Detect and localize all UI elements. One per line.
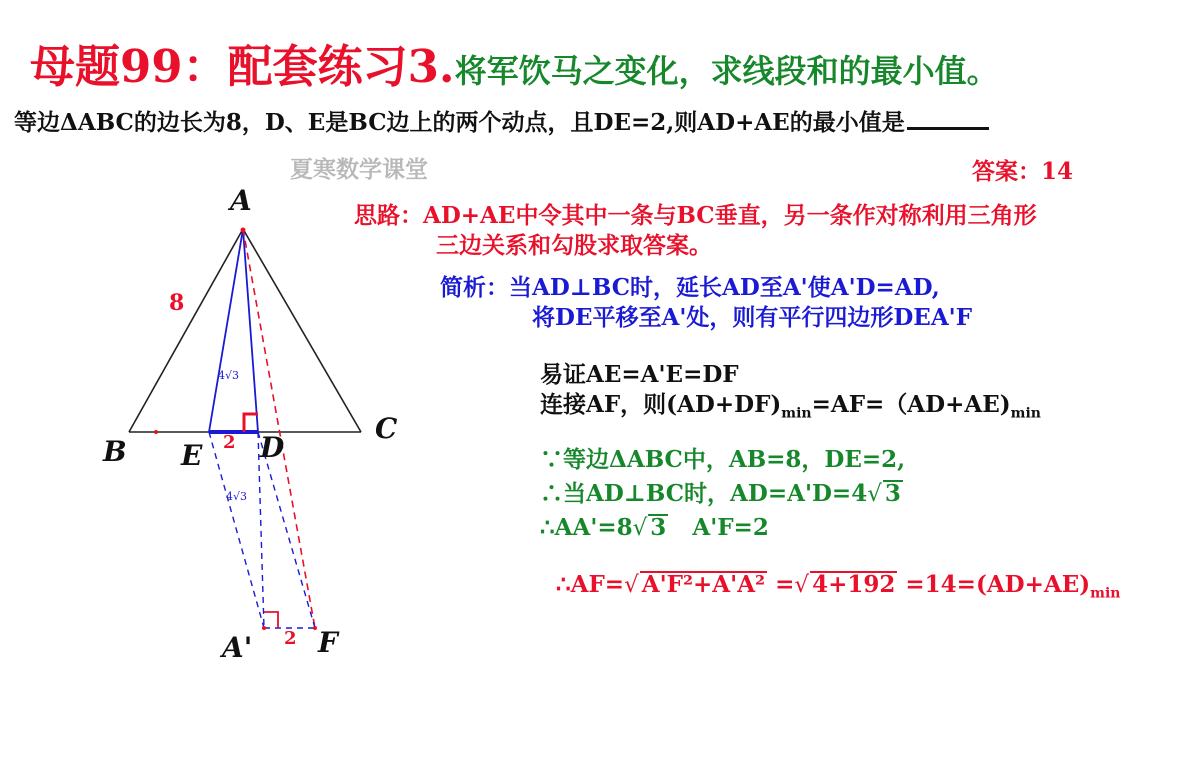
point-a2-icon (262, 626, 266, 630)
label-a: A (230, 184, 252, 217)
proof-sub-2: min (1010, 405, 1041, 422)
final-eq: = (775, 571, 795, 598)
segment-ad (243, 229, 258, 432)
proof-sub-1: min (781, 405, 812, 422)
label-a-prime: A' (222, 631, 253, 664)
segment-ea2 (209, 432, 264, 628)
point-a-icon (241, 228, 246, 233)
right-angle-icon (264, 612, 278, 628)
sqrt-icon: √ (632, 515, 648, 541)
step-3-root: 3 (650, 514, 667, 541)
right-angle-icon (244, 414, 258, 432)
hint-line-2: 三边关系和勾股求取答案。 (436, 232, 712, 259)
final-sub: min (1090, 585, 1121, 602)
label-d: D (260, 431, 285, 464)
label-a2f-length: 2 (284, 628, 297, 649)
title-main: 母题99：配套练习3. (30, 40, 455, 93)
final-b: =14=(AD+AE) (905, 571, 1091, 598)
point-f-icon (313, 626, 317, 630)
label-ad-length: 4√3 (218, 369, 240, 382)
label-side-length: 8 (169, 290, 185, 316)
step-3-text: ∴AA'=8 (540, 514, 633, 541)
sqrt-icon: √ (867, 481, 882, 507)
step-2-text: ∴当AD⊥BC时，AD=A'D=4 (540, 480, 868, 507)
label-da2-length: 4√3 (226, 490, 248, 503)
analysis-line-2: 将DE平移至A'处，则有平行四边形DEA'F (532, 304, 973, 331)
final-a: ∴AF= (556, 571, 625, 598)
step-1: ∵等边ΔABC中，AB=8，DE=2, (540, 446, 906, 473)
step-3-af: A'F=2 (692, 514, 769, 541)
watermark: 夏寒数学课堂 (290, 156, 428, 183)
label-b: B (103, 435, 127, 468)
label-f: F (318, 626, 338, 659)
problem-text: 等边ΔABC的边长为8，D、E是BC边上的两个动点，且DE=2,则AD+AE的最小值是 (14, 109, 905, 136)
hint-line-1: 思路：AD+AE中令其中一条与BC垂直，另一条作对称利用三角形 (354, 202, 1037, 229)
analysis-line-1: 简析：当AD⊥BC时，延长AD至A'使A'D=AD, (440, 274, 940, 301)
sqrt-icon: √ (794, 572, 810, 598)
title-subtitle: 将军饮马之变化，求线段和的最小值。 (454, 52, 999, 90)
label-c: C (375, 412, 398, 445)
final-root-1: A'F²+A'A² (641, 571, 766, 598)
final-root-2: 4+192 (812, 571, 896, 598)
sqrt-icon: √ (624, 572, 639, 598)
proof-line-2-a: 连接AF，则(AD+DF) (540, 391, 782, 418)
proof-line-1: 易证AE=A'E=DF (540, 361, 739, 388)
segment-ac (243, 229, 361, 432)
label-de-length: 2 (223, 432, 236, 453)
step-2-root: 3 (884, 480, 901, 507)
point-icon (154, 430, 158, 434)
proof-line-2-b: =AF=（AD+AE) (811, 391, 1011, 418)
answer-text: 答案：14 (972, 158, 1074, 185)
segment-af (243, 229, 315, 628)
label-e: E (181, 439, 203, 472)
